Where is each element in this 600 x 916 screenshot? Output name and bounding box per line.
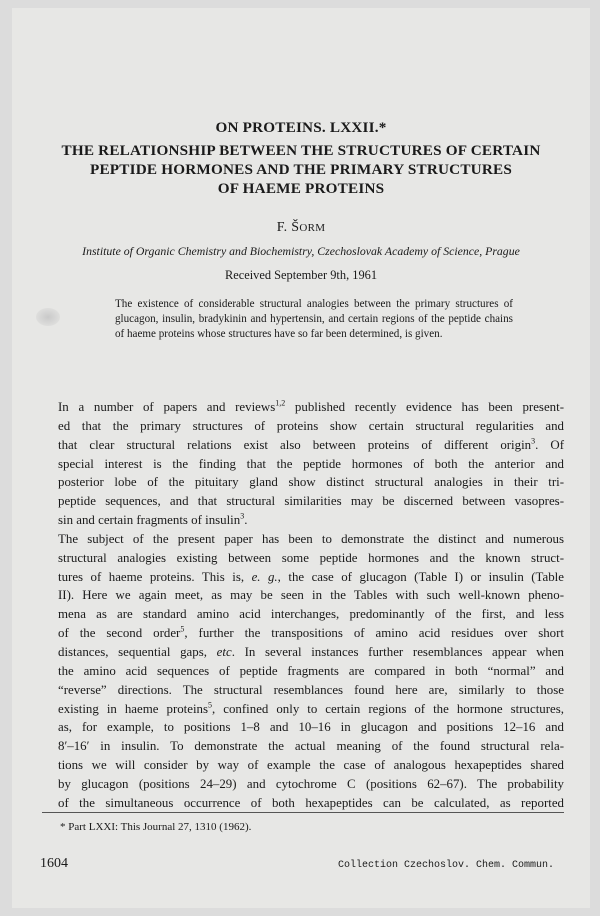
body-line: tures of haeme proteins. This is, e. g., the case of glucagon (Table I) or insulin (Table (58, 569, 564, 584)
author (12, 220, 590, 236)
footnote: * Part LXXI: This Journal 27, 1310 (1962). (60, 821, 252, 833)
article-title-line-3: OF HAEME PROTEINS (217, 180, 385, 197)
body-line: as, for example, to positions 1–8 and 10–16 in glucagon and positions 12–16 and (58, 720, 564, 735)
body-line: peptide sequences, and that structural similarities may be discerned between vasopres- (58, 494, 564, 509)
body-line: of the simultaneous occurrence of both hexapeptides can be calculated, as reported (58, 795, 564, 810)
article-title-line-1: THE RELATIONSHIP BETWEEN THE STRUCTURES OF CERTAIN (61, 142, 541, 159)
body-line: The subject of the present paper has been to demonstrate the distinct and numerous (58, 531, 564, 546)
scan-smudge (36, 308, 60, 326)
body-line: the amino acid sequences of peptide fragments are compared in both “normal” and (58, 663, 564, 678)
body-line: ed that the primary structures of proteins show certain structural regularities and (58, 418, 564, 433)
page (12, 8, 590, 908)
body-line: that clear structural relations exist also between proteins of different origin$^3$. Of (58, 436, 564, 452)
article-title-line-2: PEPTIDE HORMONES AND THE PRIMARY STRUCTURES (90, 161, 512, 178)
body-line: distances, sequential gaps, etc. In several instances further resemblances appear when (58, 644, 564, 659)
body-line: mena as are standard amino acid interchanges, predominantly of the first, and less (58, 607, 564, 622)
page-number: 1604 (40, 856, 68, 871)
body-line: sin and certain fragments of insulin$^3$. (58, 511, 248, 528)
article-series-title: ON PROTEINS. LXXII.* (215, 119, 387, 136)
body-line: existing in haeme proteins$^5$, confined only to certain regions of the hormone structures, (58, 700, 564, 716)
body-line: special interest is the finding that the peptide hormones of both the anterior and (58, 456, 564, 471)
body-line: structural analogies existing between some peptide hormones and the known struct- (58, 550, 564, 565)
body-line: “reverse” directions. The structural resemblances found here are, similarly to those (58, 682, 564, 697)
body-text (42, 398, 564, 813)
body-line: by glucagon (positions 24–29) and cytochrome C (positions 62–67). The probability (58, 776, 564, 791)
abstract-text: The existence of considerable structural analogies between the primary structures of glucagon, insulin, bradykinin and hypertensin, and certain regions of the peptide chains of haeme proteins whose structures have so far been determined, is given. (115, 298, 513, 341)
institution: Institute of Organic Chemistry and Biochemistry, Czechoslovak Academy of Science, Prague (82, 244, 520, 258)
footnote-rule (42, 812, 564, 813)
body-line: 8′–16′ in insulin. To demonstrate the actual meaning of the found structural rela- (58, 739, 564, 754)
author-initial: F. Š (276, 220, 300, 235)
journal-name: Collection Czechoslov. Chem. Commun. (337, 860, 554, 871)
paragraph-2 (42, 530, 564, 813)
body-line: In a number of papers and reviews$^{1,2}$ published recently evidence has been present- (58, 398, 564, 414)
body-line: tions we will consider by way of example the case of analogous hexapeptides shared (58, 758, 564, 773)
body-line: II). Here we again meet, as may be seen in the Tables with such well-known pheno- (58, 588, 564, 603)
body-line: of the second order$^5$, further the transpositions of amino acid residues over short (58, 624, 564, 641)
received-date: Received September 9th, 1961 (224, 268, 378, 282)
paragraph-1 (42, 398, 564, 530)
body-line: posterior lobe of the pituitary gland show distinct structural analogies in their tri- (58, 475, 564, 490)
author-surname-rest: ORM (299, 222, 326, 234)
abstract (115, 297, 513, 343)
